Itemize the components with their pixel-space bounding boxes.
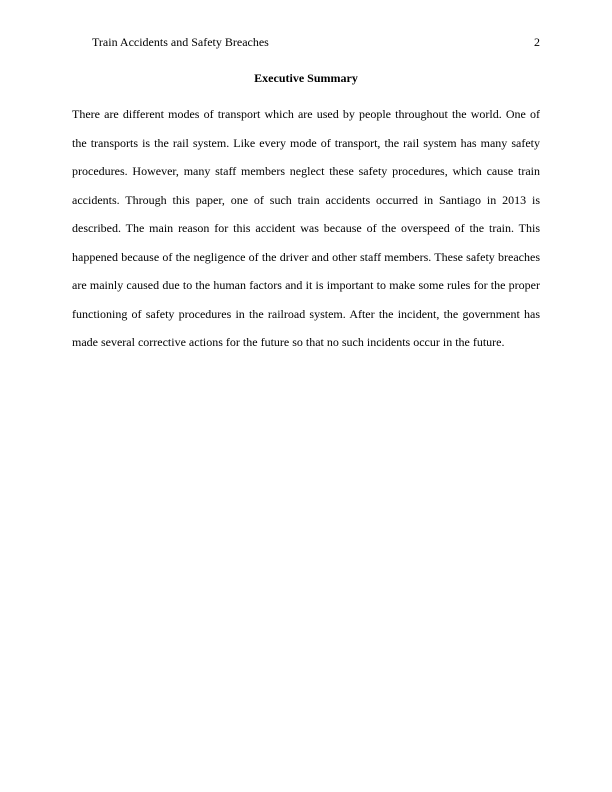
body-paragraph: There are different modes of transport which are used by people throughout the world. One of the transports is the rail system. Like every mode of transport, the rail system has many safety procedures. However, many staff members neglect these safety procedures, which cause train accidents. Through this paper, one of such train accidents occurred in Santiago in 2013 is described. The main reason for this accident was because of the overspeed of the train. This happened because of the negligence of the driver and other staff members. These safety breaches are mainly caused due to the human factors and it is important to make some rules for the proper functioning of safety procedures in the railroad system. After the incident, the government has made several corrective actions for the future so that no such incidents occur in the future. (72, 107, 540, 349)
running-head: Train Accidents and Safety Breaches (92, 35, 269, 49)
page-number: 2 (534, 35, 540, 49)
section-heading: Executive Summary (254, 71, 358, 85)
